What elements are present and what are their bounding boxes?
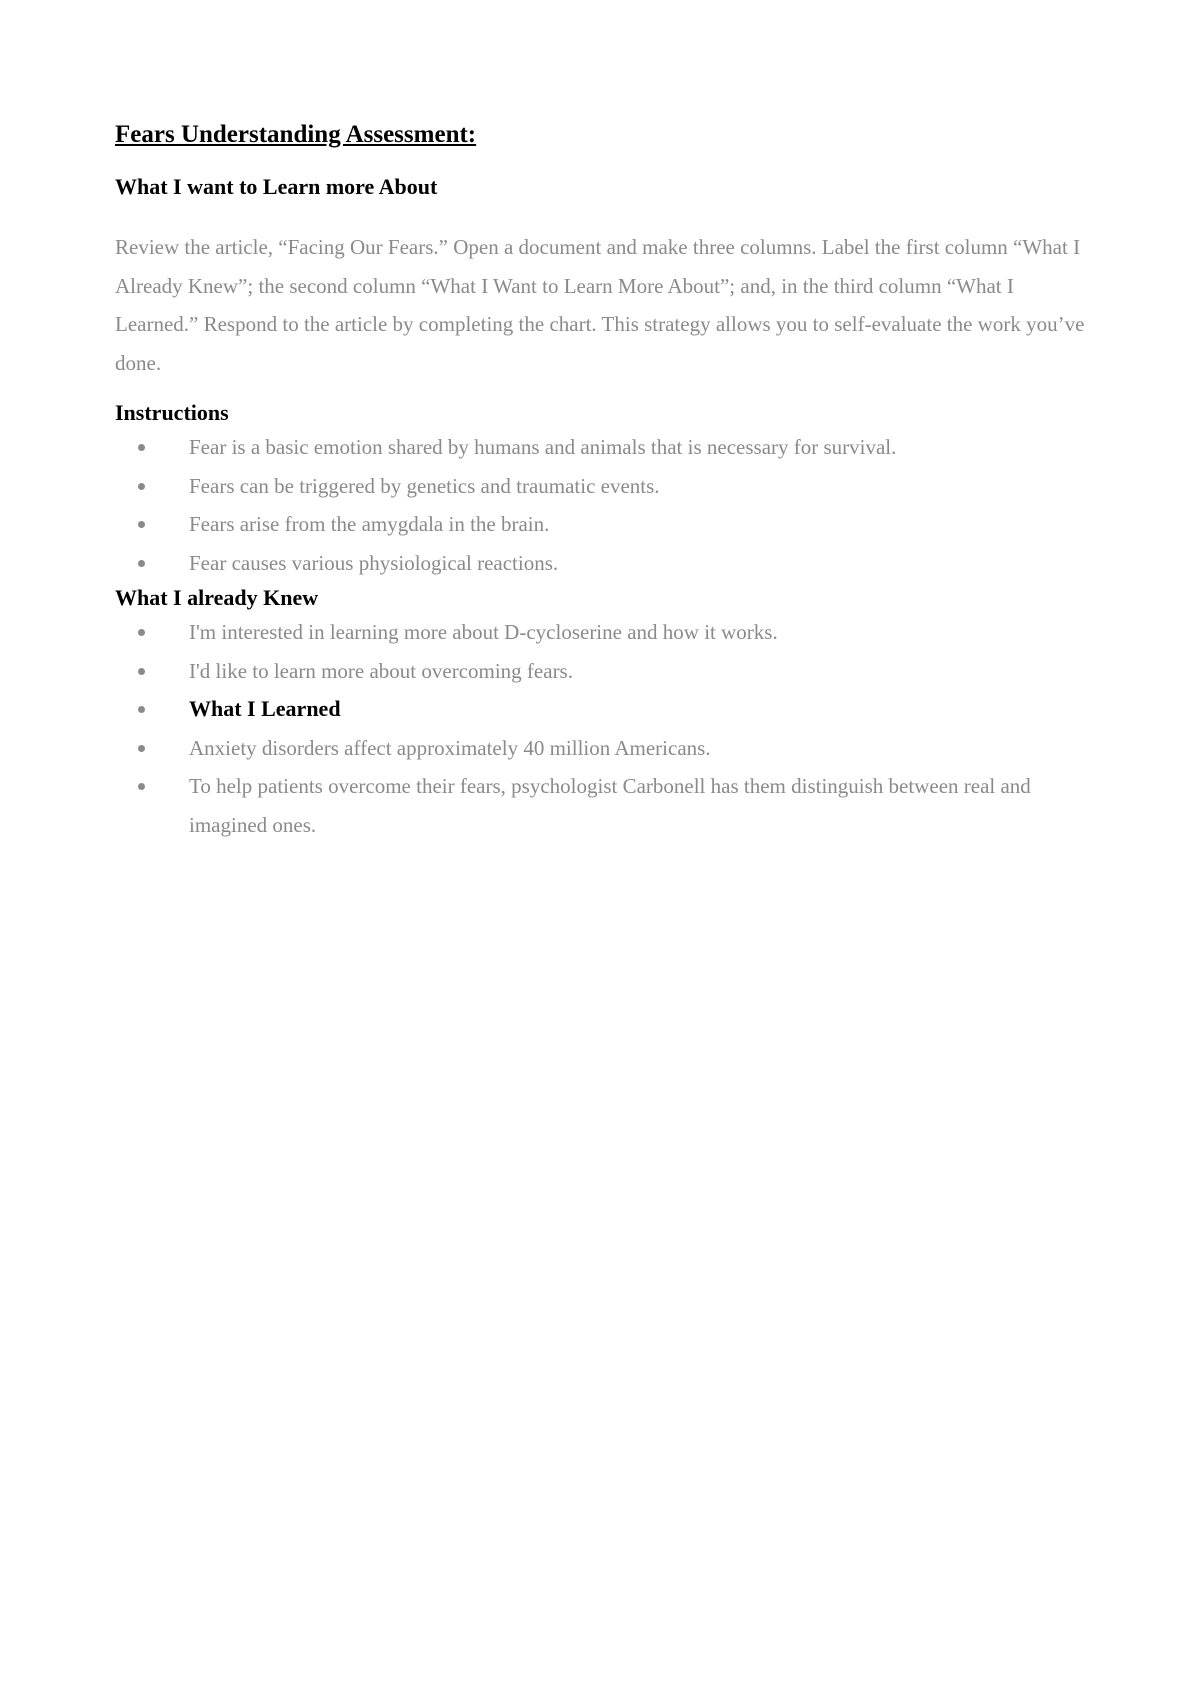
list-item-text: Anxiety disorders affect approximately 40 million Americans. (189, 735, 711, 760)
list-item (115, 613, 1085, 652)
bullet-icon (138, 483, 145, 490)
heading-instructions: Instructions (115, 400, 229, 425)
list-item-text: Fear is a basic emotion shared by humans and animals that is necessary for survival. (189, 435, 897, 459)
bullet-icon (138, 521, 145, 528)
list-item (115, 652, 1085, 691)
list-item-text: I'm interested in learning more about D-cycloserine and how it works. (189, 620, 778, 644)
document-body (115, 118, 1085, 844)
list-item (115, 544, 1085, 583)
instructions-list (115, 428, 1085, 582)
document-title: Fears Understanding Assessment: (115, 121, 477, 148)
heading-want-to-learn: What I want to Learn more About (115, 174, 438, 199)
bullet-icon (138, 668, 145, 675)
bullet-icon (138, 444, 145, 451)
bullet-icon (138, 560, 145, 567)
heading-already-knew: What I already Knew (115, 585, 319, 610)
bullet-icon (138, 629, 145, 636)
list-item (115, 505, 1085, 544)
list-item (115, 729, 1085, 768)
list-item-text: What I Learned (189, 696, 341, 721)
list-item-text: Fear causes various physiological reactions. (189, 550, 559, 575)
bullet-icon (138, 706, 145, 713)
list-item (115, 767, 1085, 844)
list-item-text: Fears can be triggered by genetics and traumatic events. (189, 473, 660, 498)
list-item-text: Fears arise from the amygdala in the brain. (189, 512, 550, 536)
learned-list (115, 690, 1085, 844)
bullet-icon (138, 745, 145, 752)
already-knew-list (115, 613, 1085, 690)
heading-what-i-learned (115, 690, 1085, 729)
list-item (115, 428, 1085, 467)
assignment-paragraph: Review the article, “Facing Our Fears.” Open a document and make three columns. Label the first column “What I Already Knew”; the second column “What I Want to Learn More About”; and, in the third column “What I Learned.” Respond to the article by completing the chart. This strategy allows you to self-evaluate the work you’ve done. (115, 235, 1085, 375)
bullet-icon (138, 783, 145, 790)
list-item (115, 467, 1085, 506)
list-item-text: To help patients overcome their fears, psychologist Carbonell has them distinguish between real and imagined ones. (189, 774, 1031, 837)
list-item-text: I'd like to learn more about overcoming fears. (189, 658, 573, 683)
